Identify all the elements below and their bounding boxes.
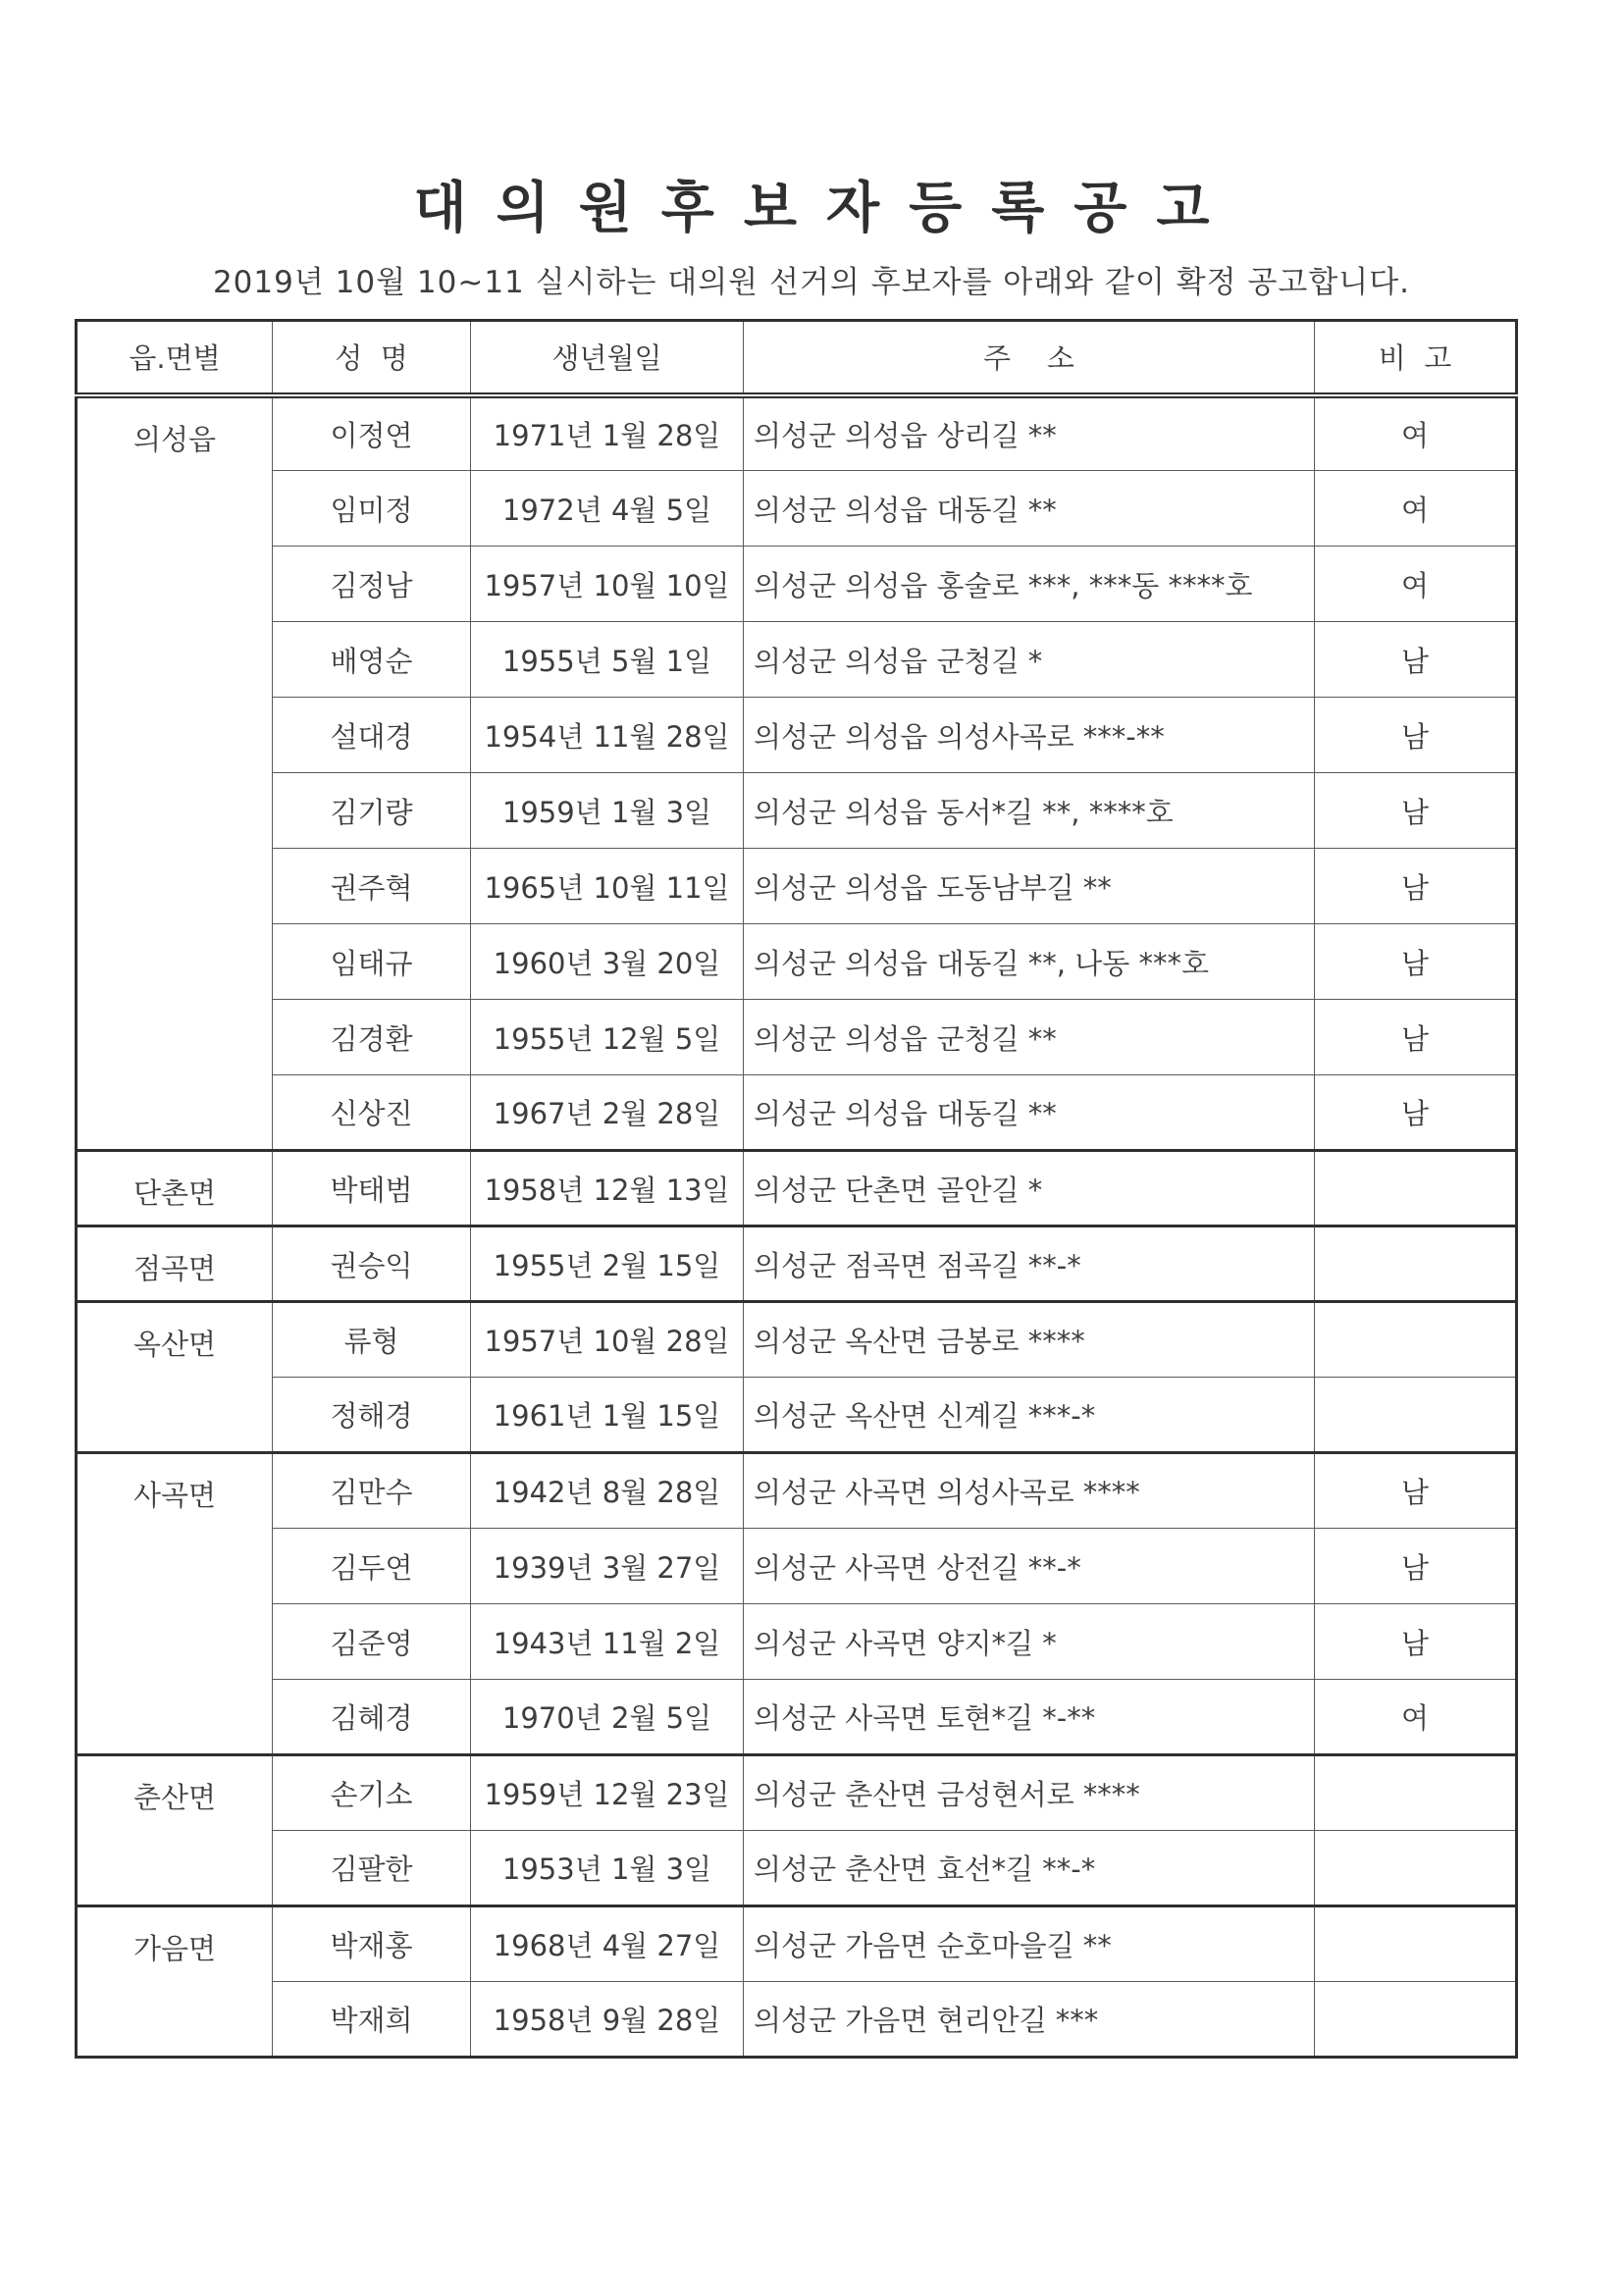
address-cell: 의성군 단촌면 골안길 * [744, 1151, 1315, 1226]
note-cell: 남 [1315, 1075, 1517, 1151]
birthdate-cell: 1965년 10월 11일 [471, 849, 744, 924]
table-row [77, 1680, 1517, 1755]
birthdate-cell: 1971년 1월 28일 [471, 395, 744, 471]
note-cell [1315, 1831, 1517, 1906]
table-row [77, 1075, 1517, 1151]
birthdate-cell: 1953년 1월 3일 [471, 1831, 744, 1906]
birthdate-cell: 1967년 2월 28일 [471, 1075, 744, 1151]
address-cell: 의성군 가음면 현리안길 *** [744, 1982, 1315, 2058]
note-cell: 남 [1315, 698, 1517, 773]
name-cell: 정해경 [273, 1378, 471, 1453]
table-row [77, 1226, 1517, 1302]
name-cell: 권승익 [273, 1226, 471, 1302]
region-cell: 의성읍 [77, 395, 273, 1151]
name-cell: 권주혁 [273, 849, 471, 924]
region-cell: 가음면 [77, 1906, 273, 2058]
birthdate-cell: 1960년 3월 20일 [471, 924, 744, 1000]
table-body [77, 395, 1517, 2058]
name-cell: 설대경 [273, 698, 471, 773]
birthdate-cell: 1955년 2월 15일 [471, 1226, 744, 1302]
note-cell [1315, 1302, 1517, 1378]
birthdate-cell: 1961년 1월 15일 [471, 1378, 744, 1453]
birthdate-cell: 1954년 11월 28일 [471, 698, 744, 773]
note-cell: 여 [1315, 471, 1517, 547]
name-cell: 박재희 [273, 1982, 471, 2058]
region-cell: 춘산면 [77, 1755, 273, 1906]
address-cell: 의성군 사곡면 상전길 **-* [744, 1529, 1315, 1604]
note-cell: 남 [1315, 924, 1517, 1000]
birthdate-cell: 1968년 4월 27일 [471, 1906, 744, 1982]
address-cell: 의성군 의성읍 대동길 ** [744, 471, 1315, 547]
address-cell: 의성군 옥산면 금봉로 **** [744, 1302, 1315, 1378]
address-cell: 의성군 사곡면 양지*길 * [744, 1604, 1315, 1680]
birthdate-cell: 1958년 12월 13일 [471, 1151, 744, 1226]
address-cell: 의성군 의성읍 군청길 * [744, 622, 1315, 698]
header-birth: 생년월일 [471, 321, 744, 395]
name-cell: 김경환 [273, 1000, 471, 1075]
name-cell: 이정연 [273, 395, 471, 471]
table-row [77, 1302, 1517, 1378]
table-row [77, 924, 1517, 1000]
table-row [77, 1453, 1517, 1529]
name-cell: 신상진 [273, 1075, 471, 1151]
table-row [77, 698, 1517, 773]
note-cell: 남 [1315, 622, 1517, 698]
table-row [77, 1151, 1517, 1226]
birthdate-cell: 1970년 2월 5일 [471, 1680, 744, 1755]
table-row [77, 395, 1517, 471]
table-row [77, 1982, 1517, 2058]
name-cell: 김혜경 [273, 1680, 471, 1755]
table-row [77, 773, 1517, 849]
birthdate-cell: 1955년 12월 5일 [471, 1000, 744, 1075]
name-cell: 박재홍 [273, 1906, 471, 1982]
note-cell [1315, 1151, 1517, 1226]
address-cell: 의성군 의성읍 군청길 ** [744, 1000, 1315, 1075]
note-cell: 여 [1315, 547, 1517, 622]
table-row [77, 1906, 1517, 1982]
address-cell: 의성군 사곡면 토현*길 *-** [744, 1680, 1315, 1755]
note-cell [1315, 1982, 1517, 2058]
address-cell: 의성군 의성읍 의성사곡로 ***-** [744, 698, 1315, 773]
note-cell: 남 [1315, 849, 1517, 924]
header-name: 성 명 [273, 321, 471, 395]
address-cell: 의성군 의성읍 도동남부길 ** [744, 849, 1315, 924]
table-row [77, 547, 1517, 622]
address-cell: 의성군 점곡면 점곡길 **-* [744, 1226, 1315, 1302]
name-cell: 김준영 [273, 1604, 471, 1680]
birthdate-cell: 1959년 12월 23일 [471, 1755, 744, 1831]
name-cell: 류형 [273, 1302, 471, 1378]
note-cell: 남 [1315, 1604, 1517, 1680]
table-row [77, 622, 1517, 698]
birthdate-cell: 1955년 5월 1일 [471, 622, 744, 698]
address-cell: 의성군 옥산면 신계길 ***-* [744, 1378, 1315, 1453]
region-cell: 점곡면 [77, 1226, 273, 1302]
document-subtitle: 2019년 10월 10~11 실시하는 대의원 선거의 후보자를 아래와 같이 확정 공고합니다. [212, 265, 1411, 300]
region-cell: 단촌면 [77, 1151, 273, 1226]
name-cell: 김만수 [273, 1453, 471, 1529]
birthdate-cell: 1957년 10월 10일 [471, 547, 744, 622]
table-row [77, 1755, 1517, 1831]
birthdate-cell: 1972년 4월 5일 [471, 471, 744, 547]
name-cell: 김정남 [273, 547, 471, 622]
note-cell [1315, 1378, 1517, 1453]
address-cell: 의성군 의성읍 대동길 ** [744, 1075, 1315, 1151]
note-cell: 남 [1315, 1000, 1517, 1075]
birthdate-cell: 1959년 1월 3일 [471, 773, 744, 849]
note-cell [1315, 1906, 1517, 1982]
region-cell: 사곡면 [77, 1453, 273, 1755]
note-cell [1315, 1755, 1517, 1831]
birthdate-cell: 1942년 8월 28일 [471, 1453, 744, 1529]
note-cell: 남 [1315, 773, 1517, 849]
note-cell: 여 [1315, 1680, 1517, 1755]
address-cell: 의성군 의성읍 홍술로 ***, ***동 ****호 [744, 547, 1315, 622]
candidate-table [75, 319, 1518, 2059]
header-region: 읍.면별 [77, 321, 273, 395]
table-row [77, 1831, 1517, 1906]
name-cell: 김팔한 [273, 1831, 471, 1906]
table-row [77, 471, 1517, 547]
address-cell: 의성군 춘산면 금성현서로 **** [744, 1755, 1315, 1831]
name-cell: 임미정 [273, 471, 471, 547]
region-cell: 옥산면 [77, 1302, 273, 1453]
address-cell: 의성군 의성읍 동서*길 **, ****호 [744, 773, 1315, 849]
address-cell: 의성군 사곡면 의성사곡로 **** [744, 1453, 1315, 1529]
name-cell: 박태범 [273, 1151, 471, 1226]
name-cell: 손기소 [273, 1755, 471, 1831]
table-row [77, 849, 1517, 924]
name-cell: 김두연 [273, 1529, 471, 1604]
header-address: 주 소 [744, 321, 1315, 395]
birthdate-cell: 1939년 3월 27일 [471, 1529, 744, 1604]
address-cell: 의성군 가음면 순호마을길 ** [744, 1906, 1315, 1982]
table-row [77, 1604, 1517, 1680]
name-cell: 임태규 [273, 924, 471, 1000]
birthdate-cell: 1957년 10월 28일 [471, 1302, 744, 1378]
note-cell: 남 [1315, 1453, 1517, 1529]
note-cell [1315, 1226, 1517, 1302]
address-cell: 의성군 춘산면 효선*길 **-* [744, 1831, 1315, 1906]
birthdate-cell: 1958년 9월 28일 [471, 1982, 744, 2058]
note-cell: 남 [1315, 1529, 1517, 1604]
header-note: 비 고 [1315, 321, 1517, 395]
table-row [77, 1529, 1517, 1604]
table-header-row [77, 321, 1517, 395]
document-title: 대의원후보자등록공고 [413, 177, 1239, 240]
table-row [77, 1000, 1517, 1075]
address-cell: 의성군 의성읍 대동길 **, 나동 ***호 [744, 924, 1315, 1000]
name-cell: 김기량 [273, 773, 471, 849]
note-cell: 여 [1315, 395, 1517, 471]
birthdate-cell: 1943년 11월 2일 [471, 1604, 744, 1680]
name-cell: 배영순 [273, 622, 471, 698]
table-row [77, 1378, 1517, 1453]
address-cell: 의성군 의성읍 상리길 ** [744, 395, 1315, 471]
